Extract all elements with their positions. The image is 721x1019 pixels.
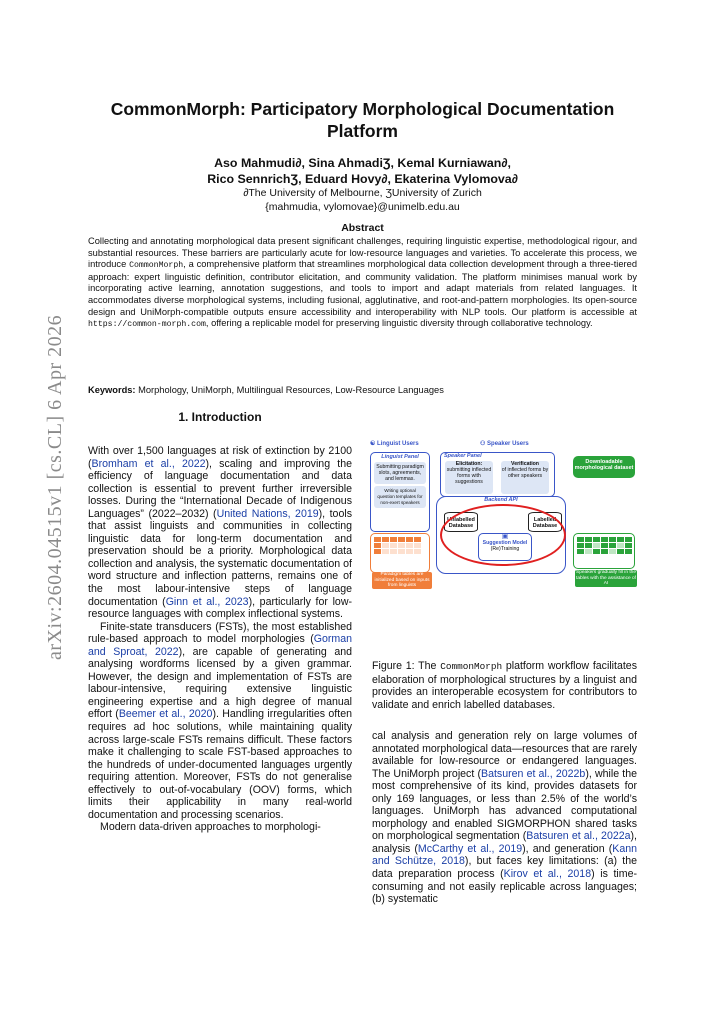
ai-icon: ▣ <box>501 533 509 540</box>
citation-link[interactable]: United Nations, 2019 <box>216 507 319 520</box>
speaker-panel-title: Speaker Panel <box>444 453 482 459</box>
right-column <box>372 730 637 906</box>
paradigm-note: Paradigm tables are initialized based on inputs from linguists <box>372 572 432 589</box>
arxiv-stamp <box>12 300 66 660</box>
authors-line-2: Rico SennrichƷ, Eduard Hovy∂, Ekaterina Vylomova∂ <box>207 172 518 186</box>
authors-line-1: Aso Mahmudi∂, Sina AhmadiƷ, Kemal Kurniawan∂, <box>214 156 511 170</box>
suggestion-model-box <box>478 533 532 561</box>
authors <box>100 155 625 187</box>
paradigm-table-empty <box>370 533 430 573</box>
abstract-body <box>88 236 637 331</box>
abstract-heading: Abstract <box>341 222 384 234</box>
verification-box: Verification of inflected forms by other speakers <box>501 461 549 494</box>
section-heading: 1. Introduction <box>178 410 262 424</box>
workflow-figure <box>368 440 640 570</box>
linguist-panel-title: Linguist Panel <box>381 454 419 460</box>
abstract-text: , offering a replicable model for preserving linguistic diversity through collaborative technology. <box>205 318 593 329</box>
paragraph: Finite-state transducers (FSTs), the most established rule-based approach to model morphologies (Gorman and Sproat, 2022), are capable of generating and analysing wordforms licensed by a given grammar. However, the design and implementation of FSTs are labour-intensive, requiring extensive linguistic engineering expertise and a high degree of manual effort (Beemer et al., 2020). Handling irregularities often requires ad hoc solutions, while maintaining quality across large-scale FSTs remains difficult. These factors make it challenging to scale FST-based approaches to the hundreds of under-documented languages urgently requiring attention. Moreover, FSTs do not generalise effectively to out-of-vocabulary (OOV) forms, which limits their applicability in many real-world documentation and processing scenarios. <box>88 620 352 821</box>
elicitation-box: Elicitation: submitting inflected forms with suggestions <box>445 461 493 494</box>
backend-api-title: Backend API <box>484 497 518 503</box>
retraining-label: (Re)Training <box>490 546 520 552</box>
speaker-panel <box>440 452 555 497</box>
paragraph: Modern data-driven approaches to morphologi- <box>100 821 321 834</box>
suggestion-model-label: Suggestion Model <box>482 540 528 546</box>
citation-link[interactable]: Kann and Schütze, 2018 <box>372 842 637 868</box>
paradigm-grid <box>374 537 421 554</box>
abstract-text: Collecting and annotating morphological data present significant challenges, requiring linguistic expertise, methodological rigour, and substantial resources. These barriers are particularly acute for low-resource languages and varieties. To accelerate this process, we introduce <box>88 236 637 270</box>
paragraph: cal analysis and generation rely on large volumes of annotated morphological data—resources that are rarely available for low-resource or endangered languages. The UniMorph project (Batsuren et al., 2022b), while the most comprehensive of its kind, provides datasets for only 169 languages, or less than 2.5% of the world’s languages. UniMorph has advanced computational morphology and enabled SIGMORPHON shared tasks on morphological segmentation (Batsuren et al., 2022a), analysis (McCarthy et al., 2019), and generation (Kann and Schütze, 2018), but faces key limitations: (a) the data preparation process (Kirov et al., 2018) is time-consuming and not easily replicable across languages; (b) systematic <box>372 730 638 906</box>
filled-grid <box>577 537 632 554</box>
linguist-panel-note: Writing optional question templates for non-exert speakers <box>374 486 426 508</box>
abstract-text: , a comprehensive platform that streamlines morphological data collection development through a three-tiered approach: expert linguistic definition, contributor elicitation, and community validation. The platform minimises manual work by incorporating active learning, annotation suggestions, and tools to import and adapt materials from related languages. It accommodates diverse morphological systems, including fusional, agglutinative, and root-and-pattern morphologies. Its open-source design and UniMorph-compatible outputs ensure accessibility and interoperability with NLP tools. Our platform is accessible at <box>88 259 637 317</box>
paper-title: CommonMorph: Participatory Morphological Documentation Platform <box>110 99 615 141</box>
email: {mahmudia, vylomovae}@unimelb.edu.au <box>265 201 460 213</box>
labelled-database: Labelled Database <box>528 512 562 532</box>
citation-link[interactable]: McCarthy et al., 2019 <box>417 842 523 855</box>
citation-link[interactable]: Gorman and Sproat, 2022 <box>88 633 352 658</box>
citation-link[interactable]: Beemer et al., 2020 <box>118 708 213 721</box>
citation-link[interactable]: Bromham et al., 2022 <box>91 457 206 470</box>
arxiv-stamp-text: arXiv:2604.04515v1 [cs.CL] 6 Apr 2026 <box>44 314 66 660</box>
speakers-note: Speakers gradually fill in the tables with the assistance of AI <box>576 570 636 586</box>
left-column <box>88 445 352 834</box>
linguist-panel-text: Submitting paradigm slots, agreements, and lemmas. <box>374 462 426 484</box>
downloadable-dataset-box: Downloadable morphological dataset <box>573 456 635 478</box>
paragraph: With over 1,500 languages at risk of extinction by 2100 (Bromham et al., 2022), scaling and improving the efficiency of language documentation and data collection is essential to prevent further irreversible losses. During the “International Decade of Indigenous Languages” (2022–2032) (United Nations, 2019), tools that assist linguists and communities in collecting linguistic data for long-term documentation and preservation should be a priority. Morphological data collection and analysis, the systematic documentation of word structure and inflection patterns, remains one of the most labour-intensive steps of language documentation (Ginn et al., 2023), particularly for low-resource languages with complex inflectional systems. <box>88 445 352 621</box>
keywords <box>88 385 637 395</box>
citation-link[interactable]: Kirov et al., 2018 <box>503 868 592 881</box>
figure-caption: Figure 1: The CommonMorph platform workflow facilitates elaboration of morphological structures by a linguist and provides an interoperable ecosystem for contributors to validate and enrich labelled databases. <box>372 660 637 711</box>
unlabelled-database: Unlabelled Database <box>444 512 478 532</box>
paradigm-table-filled <box>573 533 635 569</box>
speaker-users-label: ⚇ Speaker Users <box>480 441 529 447</box>
linguist-panel <box>370 452 430 532</box>
citation-link[interactable]: Batsuren et al., 2022b <box>481 767 586 780</box>
citation-link[interactable]: Ginn et al., 2023 <box>165 595 249 608</box>
abstract-url[interactable]: https://common-morph.com <box>88 320 206 330</box>
abstract-code: CommonMorph <box>129 261 184 271</box>
keywords-label: Keywords: <box>88 385 136 395</box>
keywords-list: Morphology, UniMorph, Multilingual Resources, Low-Resource Languages <box>135 385 444 395</box>
citation-link[interactable]: Batsuren et al., 2022a <box>526 830 631 843</box>
linguist-users-label: ☯ Linguist Users <box>370 441 419 447</box>
affiliation: ∂The University of Melbourne, ƷUniversity of Zurich <box>243 187 482 199</box>
